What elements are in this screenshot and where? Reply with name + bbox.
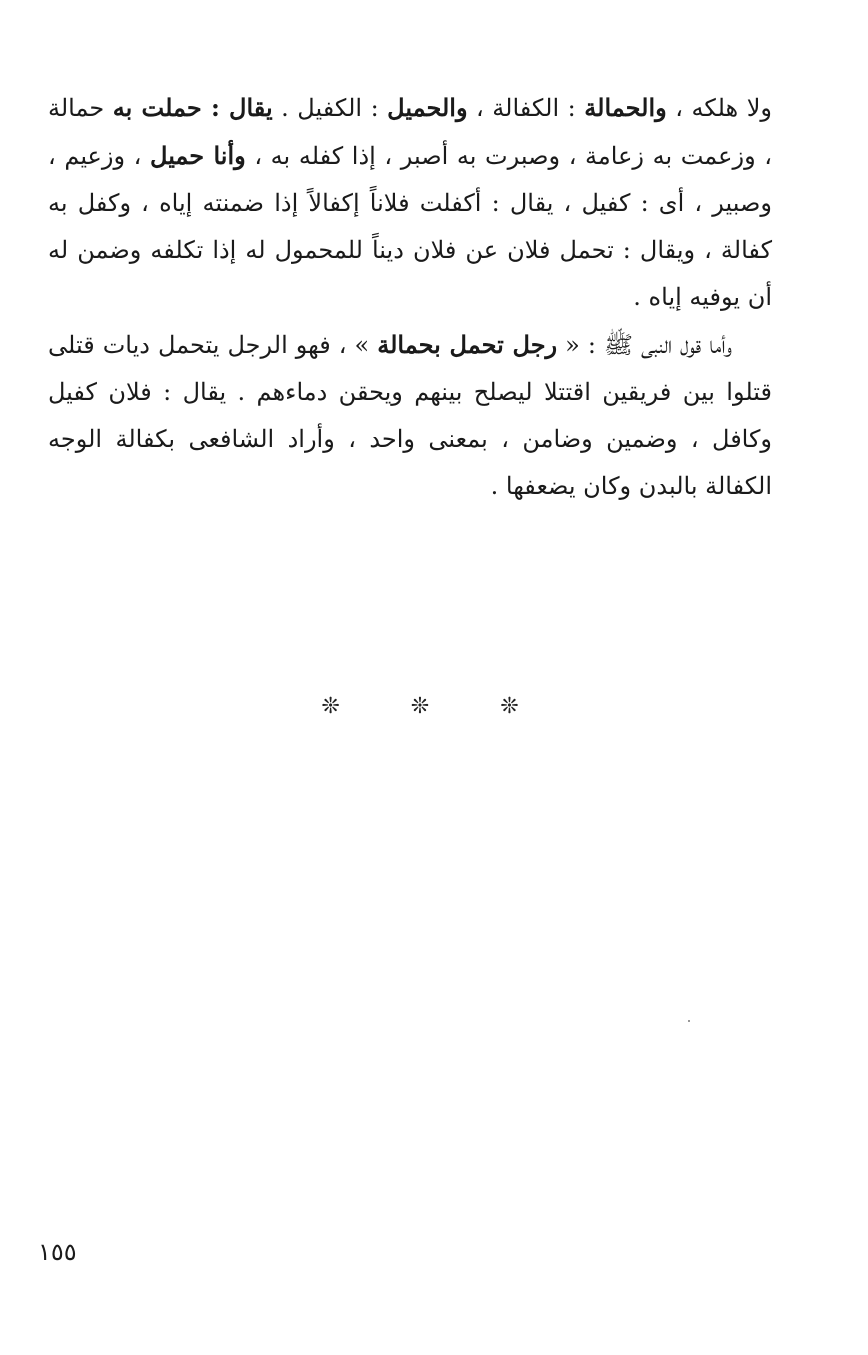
term-hamil: والحميل: [387, 93, 468, 122]
term-yuqal: يقال : حملت به: [112, 93, 273, 122]
text-span: وأما قول النبى ﷺ : «: [557, 331, 733, 359]
page-number: ١٥٥: [38, 1238, 77, 1266]
text-span: ولا هلكه ،: [666, 94, 772, 122]
text-span: » ، فهو الرجل يتحمل ديات قتلى قتلوا بين فريقين اقتتلا ليصلح بينهم ويحقن دماءهم . يقال : فلان كفيل وكافل ، وضمين وضامن ، بمعنى واحد ، وأراد الشافعى بكفالة الوجه الكفالة بالبدن وكان يضعفها .: [48, 331, 772, 500]
asterisk-icon: ❊: [410, 694, 458, 719]
text-span: ، وزعيم ، وصبير ، أى : كفيل ، يقال : أكفلت فلاناً إكفالاً إذا ضمنته إياه ، وكفل به كفالة ، ويقال : تحمل فلان عن فلان ديناً للمحمول له إذا تكلفه وضمن له أن يوفيه إياه .: [48, 142, 772, 311]
term-hamala: والحمالة: [584, 93, 667, 122]
term-ana-hamil: وأنا حميل: [150, 141, 246, 170]
text-span: : الكفالة ،: [467, 94, 585, 122]
asterisk-icon: ❊: [500, 694, 547, 719]
text-span: : الكفيل .: [272, 94, 388, 122]
section-separator: [0, 694, 868, 719]
text-span: حمالة ، وزعمت به زعامة ، وصبرت به أصبر ، إذا كفله به ،: [48, 94, 773, 170]
hadith-quote: رجل تحمل بحمالة: [377, 330, 558, 359]
paragraph-hadith: [48, 321, 772, 510]
asterisk-icon: ❊: [321, 694, 368, 719]
paragraph-definitions: [48, 84, 772, 321]
scan-speck: [688, 1020, 690, 1022]
page-body: [48, 84, 772, 510]
